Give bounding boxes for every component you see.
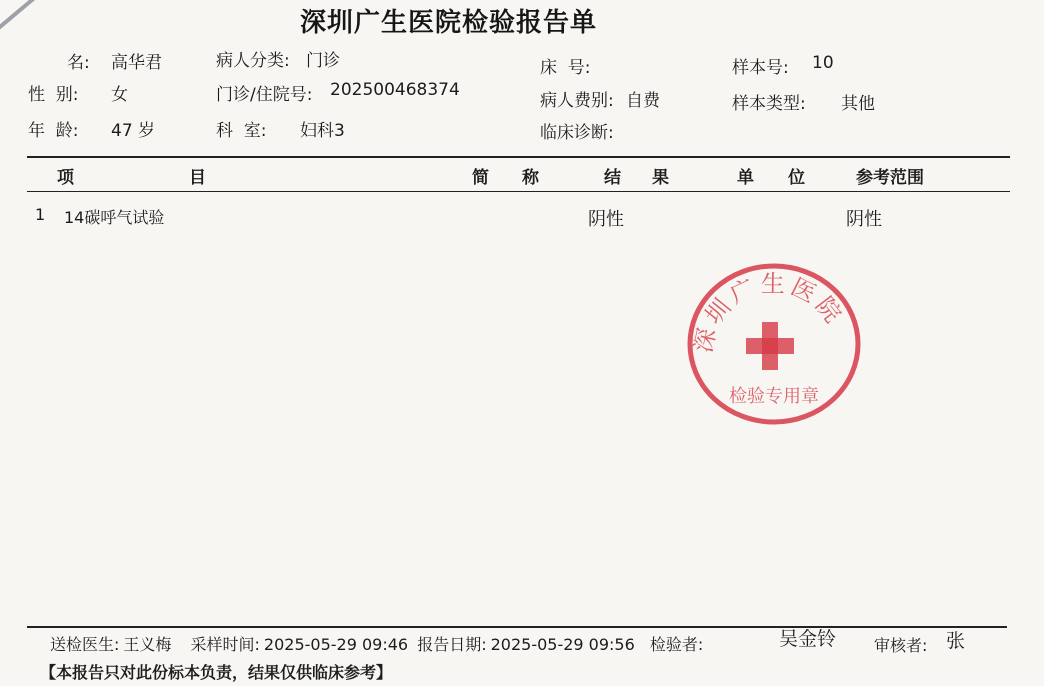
col-result-header-b: 果 <box>652 168 669 188</box>
paper-fold-mark <box>0 0 102 54</box>
row-index: 1 <box>35 205 46 224</box>
col-item-header-a: 项 <box>57 168 74 188</box>
clinic-no: 202500468374 <box>330 80 460 100</box>
patient-fee: 自费 <box>626 91 660 111</box>
reviewer-signature: 张 <box>946 630 966 652</box>
patient-category: 门诊 <box>306 51 340 71</box>
seal-top-text: 深圳广生医院 <box>688 269 850 356</box>
bed-label: 床 号: <box>540 58 591 78</box>
report-date: 2025-05-29 09:56 <box>490 635 635 654</box>
sample-time: 2025-05-29 09:46 <box>263 635 409 654</box>
col-ref-header: 参考范围 <box>856 168 924 188</box>
row-result: 阴性 <box>588 209 624 230</box>
age-label: 年 龄: <box>28 121 79 141</box>
col-abbr-header-a: 简 <box>472 168 489 188</box>
sample-no-label: 样本号: <box>732 58 789 78</box>
name-label: 名: <box>67 53 90 73</box>
clinic-no-label: 门诊/住院号: <box>216 85 313 105</box>
sender-label: 送检医生: <box>50 635 120 654</box>
report-footer <box>50 632 707 655</box>
patient-dept: 妇科3 <box>300 121 345 141</box>
reviewer-label: 审核者: <box>874 636 928 655</box>
gender-label: 性 别: <box>28 85 79 105</box>
col-result-header-a: 结 <box>604 168 621 188</box>
hospital-seal-stamp <box>684 262 864 426</box>
table-header-rule <box>27 191 1010 192</box>
category-label: 病人分类: <box>216 51 290 71</box>
report-date-label: 报告日期: <box>417 635 487 654</box>
disclaimer-note: 【本报告只对此份标本负责，结果仅供临床参考】 <box>40 663 393 682</box>
col-item-header-b: 目 <box>189 168 206 188</box>
sample-type: 其他 <box>841 94 875 114</box>
col-unit-header-b: 位 <box>788 168 805 188</box>
patient-name: 高华君 <box>111 53 162 73</box>
seal-bottom-text: 检验专用章 <box>729 386 819 407</box>
patient-age: 47 岁 <box>111 121 156 141</box>
row-ref: 阴性 <box>846 209 882 230</box>
col-abbr-header-b: 称 <box>522 168 539 188</box>
diagnosis-label: 临床诊断: <box>540 123 614 143</box>
dept-label: 科 室: <box>216 121 267 141</box>
sample-time-label: 采样时间: <box>190 635 260 654</box>
row-item: 14碳呼气试验 <box>64 208 165 227</box>
tester-label: 检验者: <box>649 635 704 654</box>
sample-no: 10 <box>812 53 834 73</box>
report-title: 深圳广生医院检验报告单 <box>300 8 598 38</box>
tester-signature: 吴金铃 <box>779 628 837 650</box>
sender-name: 王义梅 <box>123 635 172 654</box>
table-top-rule <box>27 156 1010 158</box>
footer-rule <box>27 626 1007 628</box>
col-unit-header-a: 单 <box>737 168 754 188</box>
patient-gender: 女 <box>111 85 128 105</box>
sample-type-label: 样本类型: <box>732 94 806 114</box>
fee-label: 病人费别: <box>540 91 614 111</box>
